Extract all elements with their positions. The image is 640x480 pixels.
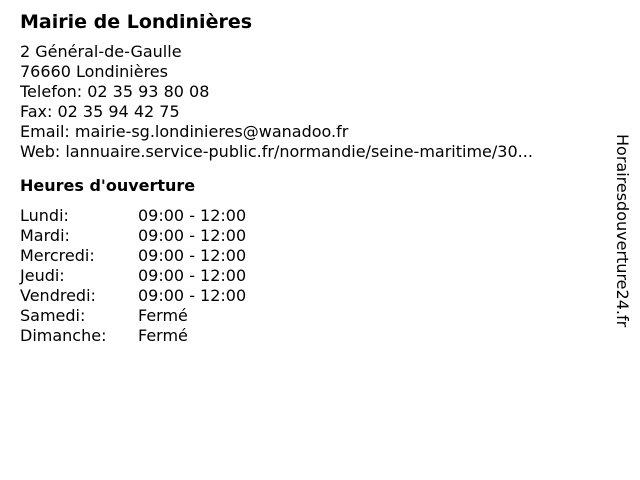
email-address: Email: mairie-sg.londinieres@wanadoo.fr — [20, 122, 349, 141]
day-label: Jeudi: — [20, 266, 65, 285]
hours-row-saturday — [20, 306, 600, 326]
hours-row-wednesday — [20, 246, 600, 266]
time-value: 09:00 - 12:00 — [138, 266, 247, 285]
day-label: Mercredi: — [20, 246, 95, 265]
opening-hours-table — [20, 206, 600, 346]
contact-info — [20, 42, 600, 162]
day-label: Mardi: — [20, 226, 70, 245]
phone-number: Telefon: 02 35 93 80 08 — [20, 82, 210, 101]
time-value: 09:00 - 12:00 — [138, 246, 247, 265]
time-value: 09:00 - 12:00 — [138, 206, 247, 225]
hours-row-tuesday — [20, 226, 600, 246]
time-value: Fermé — [138, 326, 188, 345]
site-watermark: Horairesdouverture24.fr — [613, 134, 632, 328]
address-city: 76660 Londinières — [20, 62, 168, 81]
hours-row-sunday — [20, 326, 600, 346]
hours-row-friday — [20, 286, 600, 306]
time-value: 09:00 - 12:00 — [138, 286, 247, 305]
address-street: 2 Général-de-Gaulle — [20, 42, 182, 61]
opening-hours-heading: Heures d'ouverture — [20, 176, 196, 195]
web-address: Web: lannuaire.service-public.fr/normandie/seine-maritime/30... — [20, 142, 533, 161]
day-label: Vendredi: — [20, 286, 96, 305]
time-value: Fermé — [138, 306, 188, 325]
listing-card — [20, 10, 600, 346]
day-label: Samedi: — [20, 306, 86, 325]
time-value: 09:00 - 12:00 — [138, 226, 247, 245]
fax-number: Fax: 02 35 94 42 75 — [20, 102, 180, 121]
hours-row-monday — [20, 206, 600, 226]
day-label: Dimanche: — [20, 326, 107, 345]
hours-row-thursday — [20, 266, 600, 286]
page-title: Mairie de Londinières — [20, 11, 253, 33]
day-label: Lundi: — [20, 206, 69, 225]
